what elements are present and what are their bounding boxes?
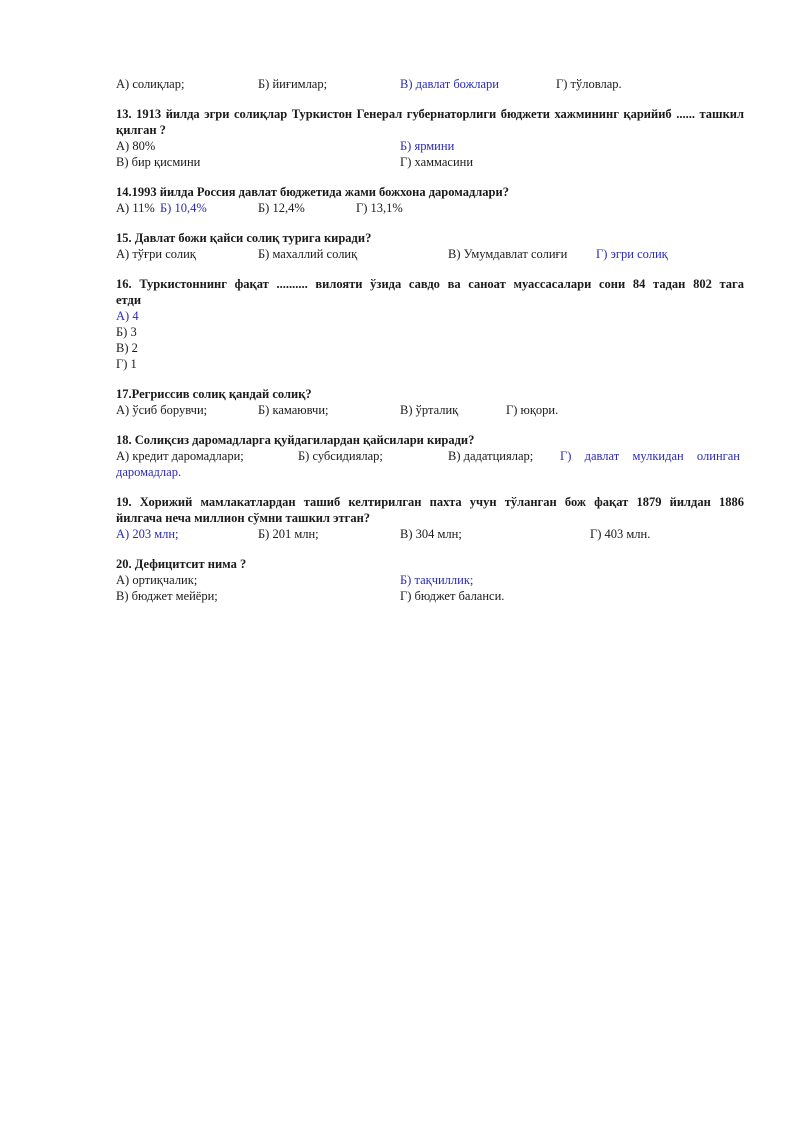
q13-options-row2 (116, 154, 744, 170)
q18-question: 18. Солиқсиз даромадларга қуйдагилардан қайсилари киради? (116, 433, 475, 447)
q19-option-a-correct: А) 203 млн; (116, 527, 179, 541)
q14-option-c: Б) 12,4% (258, 201, 305, 215)
q15-option-b: Б) махаллий солиқ (258, 247, 358, 261)
q13-option-d: Г) хаммасини (400, 155, 474, 169)
q20-question: 20. Дефицитсит нима ? (116, 557, 247, 571)
q14-option-d: Г) 13,1% (356, 201, 403, 215)
q16-question-line2: етди (116, 293, 142, 307)
q15-question: 15. Давлат божи қайси солиқ турига киради? (116, 231, 372, 245)
q20-options-row2 (116, 588, 744, 604)
q18-option-c: В) дадатциялар; (448, 449, 534, 463)
q16-option-a-correct: А) 4 (116, 309, 139, 323)
q14-option-a: А) 11% (116, 201, 155, 215)
q15-option-d-correct: Г) эгри солиқ (596, 247, 668, 261)
q16-question-line1: 16. Туркистоннинг фақат .......... вилояти ўзида савдо ва саноат муассасалари сони 84 тадан 802 тага (116, 277, 744, 291)
q13-option-b-correct: Б) ярмини (400, 139, 455, 153)
q16-option-c: В) 2 (116, 341, 138, 355)
q17-question: 17.Регриссив солиқ қандай солиқ? (116, 387, 312, 401)
q12-options (116, 76, 744, 92)
q18-option-b: Б) субсидиялар; (298, 449, 383, 463)
q13-option-c: В) бир қисмини (116, 155, 201, 169)
q18-option-a: А) кредит даромадлари; (116, 449, 244, 463)
q14-option-b-correct: Б) 10,4% (160, 201, 207, 215)
q20-option-b-correct: Б) тақчиллик; (400, 573, 474, 587)
q19-question-line2: йилгача неча миллион сўмни ташкил этган? (116, 511, 371, 525)
q20-option-d: Г) бюджет баланси. (400, 589, 505, 603)
q17-option-a: А) ўсиб борувчи; (116, 403, 208, 417)
q15-options (116, 246, 744, 262)
q16-option-d: Г) 1 (116, 357, 137, 371)
q20-option-a: А) ортиқчалик; (116, 573, 198, 587)
q17-options (116, 402, 744, 418)
q19-option-b: Б) 201 млн; (258, 527, 319, 541)
q12-option-b: Б) йиғимлар; (258, 77, 328, 91)
q15-option-c: В) Умумдавлат солиғи (448, 247, 568, 261)
q16-option-b: Б) 3 (116, 325, 137, 339)
q19-question-line1: 19. Хорижий мамлакатлардан ташиб келтирилган пахта учун тўланган бож фақат 1879 йилдан 1886 (116, 495, 744, 509)
q18-options (116, 448, 744, 464)
q13-option-a: А) 80% (116, 139, 156, 153)
q20-options-row1 (116, 572, 744, 588)
q18-option-d-correct: Г) давлат мулкидан олинган (560, 449, 740, 463)
q15-option-a: А) тўғри солиқ (116, 247, 196, 261)
q18-option-d-continued: даромадлар. (116, 465, 182, 479)
q12-option-c-correct: В) давлат божлари (400, 77, 499, 91)
q12-option-d: Г) тўловлар. (556, 77, 622, 91)
q14-question: 14.1993 йилда Россия давлат бюджетида жами божхона даромадлари? (116, 185, 509, 199)
q12-option-a: А) солиқлар; (116, 77, 185, 91)
q13-options-row1 (116, 138, 744, 154)
q17-option-c: В) ўрталиқ (400, 403, 459, 417)
test-page (116, 76, 744, 604)
q14-options (116, 200, 744, 216)
q19-options (116, 526, 744, 542)
q17-option-b: Б) камаювчи; (258, 403, 329, 417)
q19-option-d: Г) 403 млн. (590, 527, 651, 541)
q17-option-d: Г) юқори. (506, 403, 559, 417)
q13-question: 13. 1913 йилда эгри солиқлар Туркистон Генерал губернаторлиги бюджети хажмининг қарийиб ...... ташкил қилган ? (116, 107, 744, 137)
q19-option-c: В) 304 млн; (400, 527, 462, 541)
q20-option-c: В) бюджет мейёри; (116, 589, 218, 603)
